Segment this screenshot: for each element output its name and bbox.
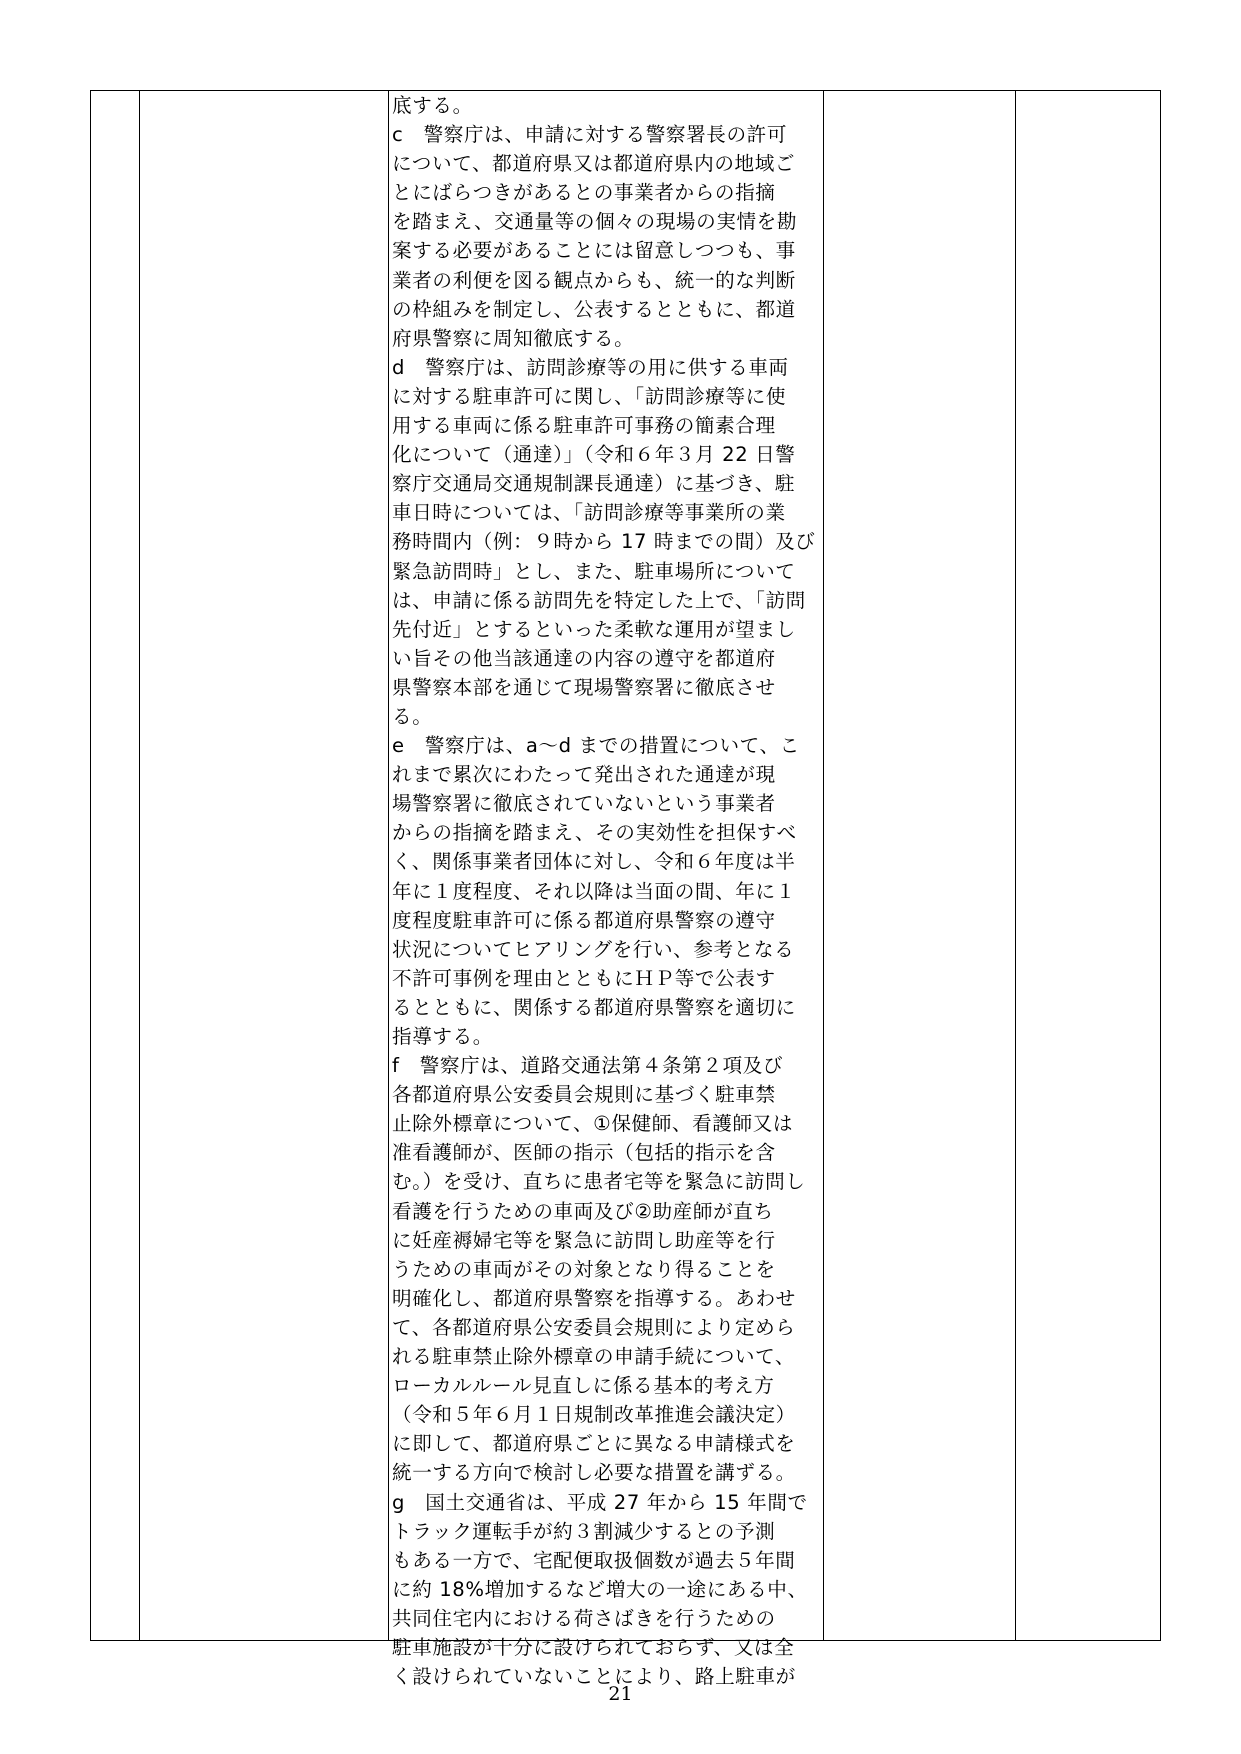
text-line: 業者の利便を図る観点からも、統一的な判断 xyxy=(392,268,796,292)
column-divider xyxy=(1015,91,1016,1640)
column-divider xyxy=(139,91,140,1640)
text-line: 各都道府県公安委員会規則に基づく駐車禁 xyxy=(392,1083,776,1107)
text-line: ローカルルール見直しに係る基本的考え方 xyxy=(392,1374,775,1398)
text-line: を踏まえ、交通量等の個々の現場の実情を勘 xyxy=(392,210,798,234)
column-divider xyxy=(823,91,824,1640)
text-line: れる駐車禁止除外標章の申請手続について、 xyxy=(392,1345,796,1369)
text-line: るとともに、関係する都道府県警察を適切に xyxy=(392,995,796,1019)
text-line: 車日時については、「訪問診療等事業所の業 xyxy=(392,501,786,525)
text-line: 共同住宅内における荷さばきを行うための xyxy=(392,1606,776,1630)
text-line: 統一する方向で検討し必要な措置を講ずる。 xyxy=(392,1461,796,1485)
text-line: e 警察庁は、a～d までの措置について、こ xyxy=(392,734,800,758)
text-line: 緊急訪問時」とし、また、駐車場所について xyxy=(392,559,796,583)
page-number: 21 xyxy=(608,1683,633,1705)
text-line: 状況についてヒアリングを行い、参考となる xyxy=(392,937,795,961)
text-line: 務時間内（例：９時から 17 時までの間）及び xyxy=(392,530,816,554)
text-line: に約 18%増加するなど増大の一途にある中、 xyxy=(392,1577,808,1601)
text-line: い旨その他当該通達の内容の遵守を都道府 xyxy=(392,646,776,670)
text-line: 案する必要があることには留意しつつも、事 xyxy=(392,239,796,263)
text-line: 用する車両に係る駐車許可事務の簡素合理 xyxy=(392,414,776,438)
text-line: 先付近」とするといった柔軟な運用が望まし xyxy=(392,617,796,641)
text-line: 度程度駐車許可に係る都道府県警察の遵守 xyxy=(392,908,776,932)
text-line: f 警察庁は、道路交通法第４条第２項及び xyxy=(392,1054,784,1078)
text-line: む。）を受け、直ちに患者宅等を緊急に訪問し xyxy=(392,1170,806,1194)
text-line: とにばらつきがあるとの事業者からの指摘 xyxy=(392,181,776,205)
text-line: もある一方で、宅配便取扱個数が過去５年間 xyxy=(392,1548,796,1572)
text-line: 察庁交通局交通規制課長通達）に基づき、駐 xyxy=(392,472,796,496)
text-line: の枠組みを制定し、公表するとともに、都道 xyxy=(392,297,796,321)
text-line: て、各都道府県公安委員会規則により定めら xyxy=(392,1315,796,1339)
text-line: 止除外標章について、①保健師、看護師又は xyxy=(392,1112,794,1136)
text-line: は、申請に係る訪問先を特定した上で、「訪問 xyxy=(392,588,806,612)
text-line: に即して、都道府県ごとに異なる申請様式を xyxy=(392,1432,796,1456)
text-line: く、関係事業者団体に対し、令和６年度は半 xyxy=(392,850,796,874)
text-line: る。 xyxy=(392,704,433,728)
text-line: トラック運転手が約３割減少するとの予測 xyxy=(392,1519,776,1543)
text-line: 場警察署に徹底されていないという事業者 xyxy=(392,792,776,816)
text-line: g 国土交通省は、平成 27 年から 15 年間で xyxy=(392,1490,808,1514)
content-table xyxy=(90,90,1161,1689)
text-line: く設けられていないことにより、路上駐車が xyxy=(392,1665,796,1689)
measure-text-cell xyxy=(392,91,820,1689)
text-line: （令和５年６月１日規制改革推進会議決定） xyxy=(392,1403,796,1427)
text-line: れまで累次にわたって発出された通達が現 xyxy=(392,763,776,787)
column-divider xyxy=(388,91,389,1640)
text-line: 看護を行うための車両及び②助産師が直ち xyxy=(392,1199,774,1223)
text-line: 駐車施設が十分に設けられておらず、又は全 xyxy=(392,1635,795,1659)
text-line: について、都道府県又は都道府県内の地域ご xyxy=(392,152,796,176)
text-line: 年に１度程度、それ以降は当面の間、年に１ xyxy=(392,879,796,903)
text-line: 府県警察に周知徹底する。 xyxy=(392,326,635,350)
text-line: 県警察本部を通じて現場警察署に徹底させ xyxy=(392,675,776,699)
text-line: 明確化し、都道府県警察を指導する。あわせ xyxy=(392,1286,796,1310)
text-line: 底する。 xyxy=(392,94,473,117)
text-line: うための車両がその対象となり得ることを xyxy=(392,1257,776,1281)
text-line: 指導する。 xyxy=(392,1025,493,1048)
text-line: d 警察庁は、訪問診療等の用に供する車両 xyxy=(392,355,789,379)
text-line: 化について（通達）」（令和６年３月 22 日警 xyxy=(392,443,796,467)
text-line: 准看護師が、医師の指示（包括的指示を含 xyxy=(392,1141,776,1165)
text-line: c 警察庁は、申請に対する警察署長の許可 xyxy=(392,123,788,147)
text-line: に対する駐車許可に関し、「訪問診療等に使 xyxy=(392,384,787,408)
text-line: 不許可事例を理由とともにＨＰ等で公表す xyxy=(392,966,776,990)
text-line: からの指摘を踏まえ、その実効性を担保すべ xyxy=(392,821,797,845)
text-line: に妊産褥婦宅等を緊急に訪問し助産等を行 xyxy=(392,1228,776,1252)
